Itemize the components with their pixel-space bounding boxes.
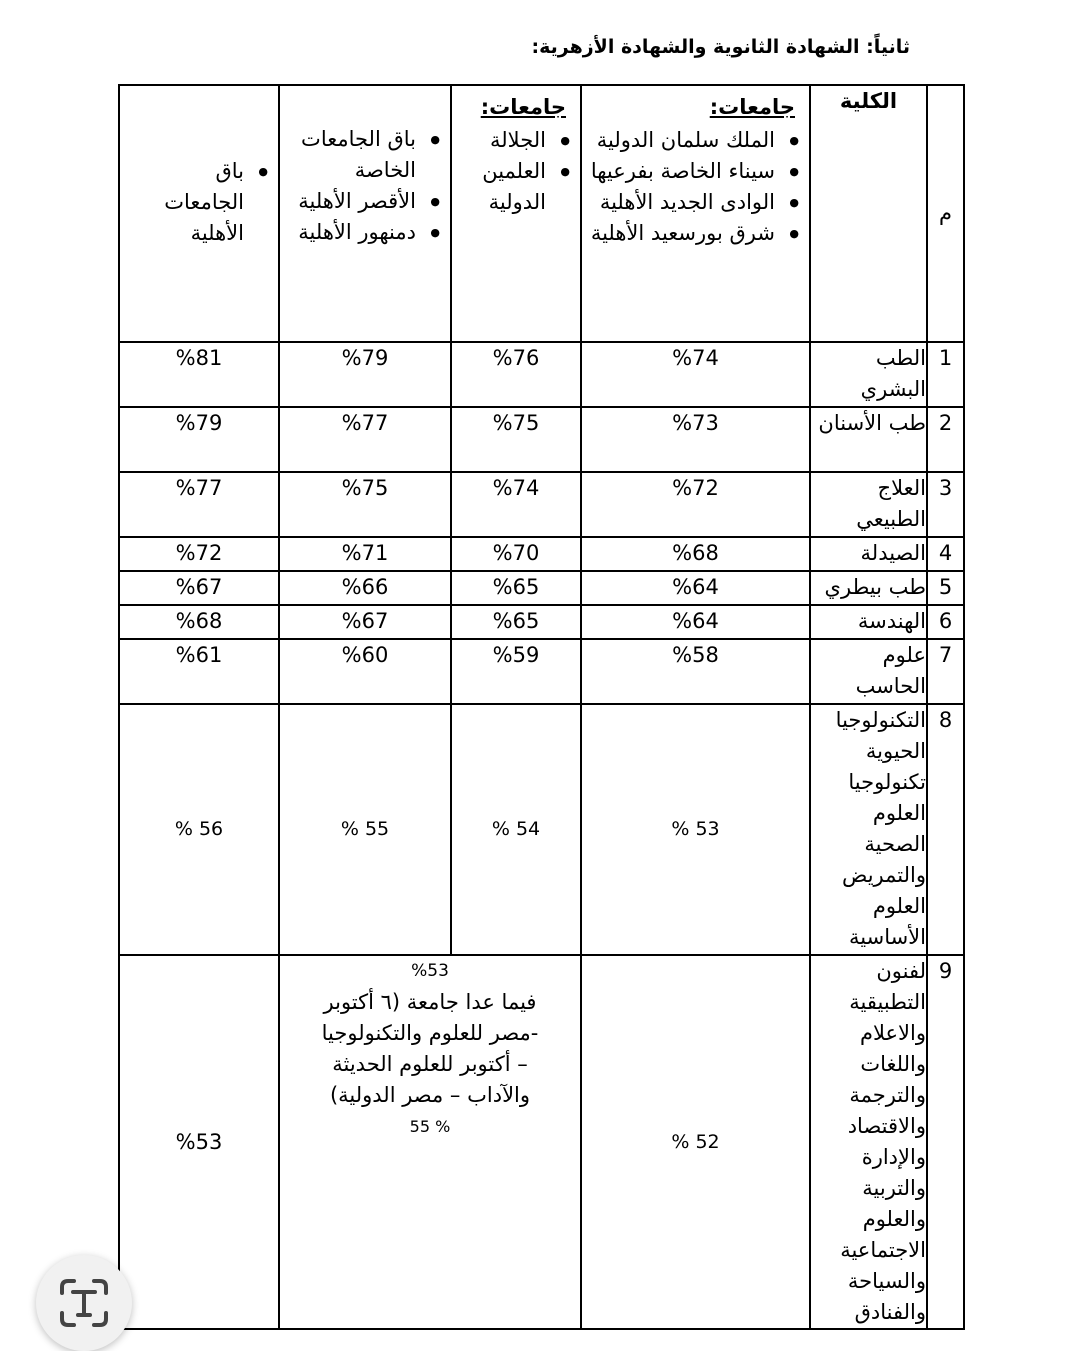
table-row	[119, 407, 964, 472]
table-row	[119, 605, 964, 639]
header-group-3-list	[280, 124, 450, 248]
row-value-group-3: %67	[279, 605, 451, 639]
row-value-group-2: %65	[451, 571, 581, 605]
list-item: ● باق الجامعات الخاصة	[280, 124, 450, 186]
row-value-group-1: %73	[581, 407, 810, 472]
list-item: ● الجلالة	[452, 125, 580, 156]
row-value-group-4: % 56	[119, 704, 279, 955]
table-row	[119, 639, 964, 704]
admission-table	[118, 84, 965, 1330]
table-row	[119, 571, 964, 605]
row-num: 6	[927, 605, 964, 639]
table-row	[119, 342, 964, 407]
list-item: ● شرق بورسعيد الأهلية	[582, 218, 809, 249]
table-row	[119, 955, 964, 1329]
header-group-4-list	[120, 156, 278, 249]
header-group-1-title: جامعات:	[709, 95, 795, 119]
row-college: الصيدلة	[810, 537, 927, 571]
text-scan-button[interactable]	[36, 1255, 132, 1351]
row-value-group-2: % 54	[451, 704, 581, 955]
row-college: طب الأسنان	[810, 407, 927, 472]
row-num: 1	[927, 342, 964, 407]
row-value-group-2: %59	[451, 639, 581, 704]
note-value-2: % 55	[409, 1117, 451, 1136]
table-header-row	[119, 85, 964, 342]
text-scan-icon	[56, 1275, 112, 1331]
list-item: ● سيناء الخاصة بفرعيها	[582, 156, 809, 187]
row-value-group-1: % 53	[581, 704, 810, 955]
document-title: ثانياً: الشهادة الثانوية والشهادة الأزهرية:	[531, 36, 910, 58]
row-value-group-3: %71	[279, 537, 451, 571]
row-value-group-3: % 55	[279, 704, 451, 955]
note-value: %53	[411, 961, 449, 981]
list-item: ● الأقصر الأهلية	[280, 186, 450, 217]
row-num: 5	[927, 571, 964, 605]
row-value-group-4: %81	[119, 342, 279, 407]
row-value-group-3: %77	[279, 407, 451, 472]
row-num: 7	[927, 639, 964, 704]
header-college: الكلية	[810, 85, 927, 342]
header-num: م	[927, 85, 964, 342]
list-item: ● العلمين الدولية	[452, 156, 580, 218]
row-value-group-2: %76	[451, 342, 581, 407]
row-value-group-3: %60	[279, 639, 451, 704]
header-group-1-list	[582, 125, 809, 249]
list-item: ● باق الجامعات الأهلية	[160, 156, 278, 249]
row-college: العلاج الطبيعي	[810, 472, 927, 537]
row-value-group-4: %53	[119, 955, 279, 1329]
header-group-4	[119, 85, 279, 342]
row-value-group-1: % 52	[581, 955, 810, 1329]
row-value-group-1: %64	[581, 571, 810, 605]
row-value-group-3: %66	[279, 571, 451, 605]
note-text: فيما عدا جامعة (٦ أكتوبر -مصر للعلوم والتكنولوجيا – أكتوبر للعلوم الحديثة والآداب – مصر الدولية)	[321, 990, 539, 1107]
header-group-2-list	[452, 125, 580, 218]
row-value-group-3: %75	[279, 472, 451, 537]
list-item: ● الوادى الجديد الأهلية	[582, 187, 809, 218]
row-value-group-3: %79	[279, 342, 451, 407]
header-group-2	[451, 85, 581, 342]
table-row	[119, 537, 964, 571]
row-value-group-1: %72	[581, 472, 810, 537]
row-value-group-1: %58	[581, 639, 810, 704]
header-group-1	[581, 85, 810, 342]
row-value-group-2: %75	[451, 407, 581, 472]
list-item: ● دمنهور الأهلية	[280, 217, 450, 248]
row-num: 2	[927, 407, 964, 472]
row-value-group-1: %74	[581, 342, 810, 407]
row-value-group-2: %74	[451, 472, 581, 537]
table-row	[119, 472, 964, 537]
row-value-group-4: %61	[119, 639, 279, 704]
row-value-group-1: %68	[581, 537, 810, 571]
row-college: لفنون التطبيقية والاعلام واللغات والترجمة والاقتصاد والإدارة والتربية والعلوم الاجتماعية والسياحة والفنادق	[810, 955, 927, 1329]
row-value-group-4: %79	[119, 407, 279, 472]
row-college: الهندسة	[810, 605, 927, 639]
header-group-2-title: جامعات:	[480, 95, 566, 119]
row-num: 9	[927, 955, 964, 1329]
row-num: 4	[927, 537, 964, 571]
row-value-group-2-3-note	[279, 955, 581, 1329]
row-college: الطب البشري	[810, 342, 927, 407]
row-college: التكنولوجيا الحيوية تكنولوجيا العلوم الصحية والتمريض العلوم الأساسية	[810, 704, 927, 955]
row-value-group-4: %77	[119, 472, 279, 537]
table-row	[119, 704, 964, 955]
row-value-group-4: %67	[119, 571, 279, 605]
row-num: 8	[927, 704, 964, 955]
row-value-group-2: %65	[451, 605, 581, 639]
row-value-group-1: %64	[581, 605, 810, 639]
row-value-group-2: %70	[451, 537, 581, 571]
list-item: ● الملك سلمان الدولية	[582, 125, 809, 156]
row-value-group-4: %68	[119, 605, 279, 639]
row-num: 3	[927, 472, 964, 537]
row-college: طب بيطري	[810, 571, 927, 605]
header-group-3	[279, 85, 451, 342]
row-college: علوم الحاسب	[810, 639, 927, 704]
row-value-group-4: %72	[119, 537, 279, 571]
